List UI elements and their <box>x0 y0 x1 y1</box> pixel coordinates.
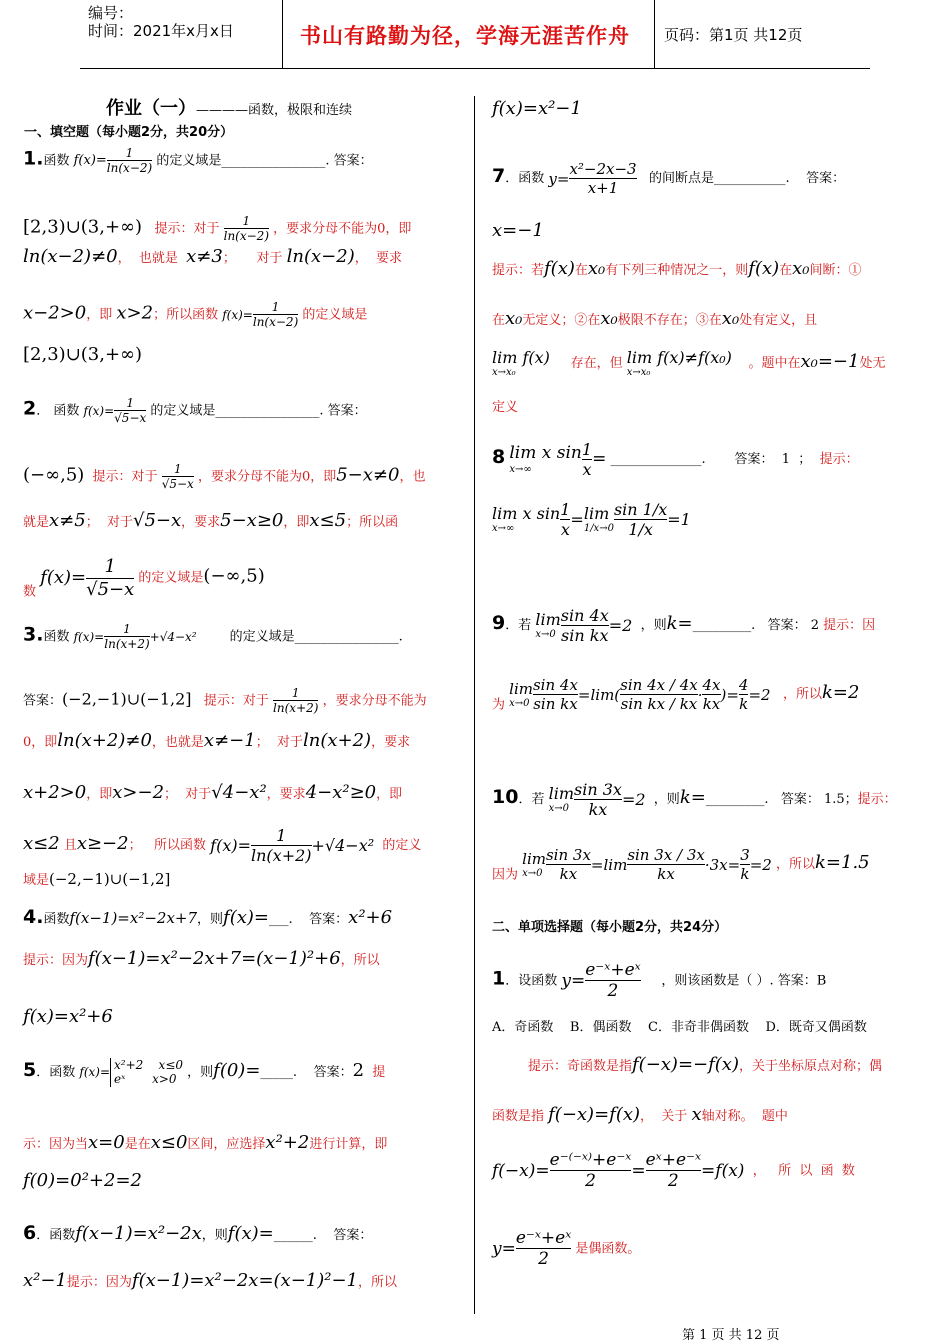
q1-result: [2,3)∪(3,+∞) <box>23 344 143 365</box>
question-9: 9．若 lim x→0 $\frac{\sin 4x}{\text{sin kx}}$ =2 ，则k=_________. 答案： 2 提示：因 <box>492 606 876 646</box>
choice-question-1: 1．设函数 y= $\frac{\text{e⁻ˣ+eˣ}}{2}$ ，则该函数是（ ）. 答案：B <box>492 960 827 1002</box>
q3-hint-line: x≤2 且x≥−2； 所以函数 f(x)= $\frac{1}{\ln(x+2)}$ +√4−x² 的定义 <box>23 826 422 866</box>
q7-hint-line: 提示：若f(x)在x₀有下列三种情况之一，则f(x)在x₀间断：① <box>492 258 862 279</box>
q3-result: 域是(−2,−1)∪(−1,2] <box>23 870 171 888</box>
q4-hint-line: 提示：因为f(x−1)=x²−2x+7=(x−1)²+6，所以 <box>23 948 380 969</box>
c1-hint-line: y= $\frac{\text{e⁻ˣ+eˣ}}{2}$ 是偶函数。 <box>492 1228 641 1270</box>
q4-result: f(x)=x²+6 <box>23 1006 113 1027</box>
column-divider <box>474 96 475 1314</box>
question-10: 10．若 lim x→0 $\frac{\sin 3x}{kx}$ =2 ，则k=_________. 答案： 1.5；提示： <box>492 780 897 820</box>
q3-hint-line: x+2>0，即x>−2； 对于√4−x²，要求4−x²≥0，即 <box>23 782 403 803</box>
q1-hint-line: x−2>0，即 x>2；所以函数 f(x)= $\frac{1}{\ln(x-2)}$ 的定义域是 <box>23 300 368 330</box>
page-footer: 第 1 页 共 12 页 <box>682 1328 780 1343</box>
q6-hint-line: x²−1提示：因为f(x−1)=x²−2x=(x−1)²−1，所以 <box>23 1270 398 1291</box>
question-7: 7．函数 y= $\frac{\text{x²−2x−3}}{x+1}$ 的间断点是___________. 答案： <box>492 160 846 197</box>
c1-hint-line: f(−x)= $\frac{\text{e⁻⁽⁻ˣ⁾+e⁻ˣ}}{2}$ = $\frac{\text{eˣ+e⁻ˣ}}{2}$ =f(x) ， 所 以 函 数 <box>492 1150 855 1192</box>
q7-hint-end: 定义 <box>492 400 519 415</box>
title-main: 作业（一） <box>106 98 196 119</box>
page-title <box>106 98 352 120</box>
header-divider <box>282 0 283 68</box>
q2-hint-line: 就是x≠5； 对于√5−x，要求5−x≥0，即x≤5；所以函 <box>23 510 399 531</box>
q2-hint-line: 数 f(x)= $\frac{1}{√5-x}$ 的定义域是(−∞,5) <box>23 556 265 600</box>
question-6: 6．函数f(x−1)=x²−2x，则f(x)=______. 答案： <box>23 1222 373 1244</box>
q3-hint-line: 0，即ln(x+2)≠0，也就是x≠−1； 对于ln(x+2)，要求 <box>23 730 411 751</box>
q3-answer-line: 答案：(−2,−1)∪(−1,2] 提示：对于 $\frac{1}{\ln(x+2)}$ ，要求分母不能为 <box>23 686 427 716</box>
header-page: 页码：第1页 共12页 <box>664 26 803 44</box>
q8-hint-line: lim x sin x→∞ $\frac{1}{x}$ = lim 1/x→0 $\frac{\sin 1/x}{1/x}$ =1 <box>492 500 691 540</box>
question-1: 1.函数 f(x)= $\frac{1}{\ln(x-2)}$ 的定义域是________________. 答案： <box>23 146 373 176</box>
c1-hint-line: 函数是指 f(−x)=f(x)， 关于 x轴对称。 题中 <box>492 1104 788 1125</box>
q7-hint-line: lim f(x) x→x₀ 存在，但 lim f(x)≠f(x₀) x→x₀ 。题中在x₀=−1处无 <box>492 348 886 379</box>
q10-hint-line: 因为 lim x→0 $\frac{\sin 3x}{kx}$ =lim $\frac{\sin 3x / 3x}{kx}$ ·3x= $\frac{3}{k}$ =2 ，所以k=1.5 <box>492 846 870 883</box>
q7-answer: x=−1 <box>492 220 544 241</box>
q5-result: f(0)=0²+2=2 <box>23 1170 142 1191</box>
section-heading: 二、单项选择题（每小题2分，共24分） <box>492 920 728 935</box>
title-sub: ————函数，极限和连续 <box>196 103 353 118</box>
q9-hint-line: 为 lim x→0 $\frac{\sin 4x}{\text{sin kx}}$ =lim( $\frac{\sin 4x / 4x}{\text{sin kx / kx}}$ · $\frac{4x}{kx}$ )= $\frac{4}{k}$ =2 ，所以k=2 <box>492 676 860 713</box>
q2-answer-line: (−∞,5) 提示：对于 $\frac{1}{√5-x}$ ，要求分母不能为0，即5−x≠0，也 <box>23 462 426 492</box>
q6-result: f(x)=x²−1 <box>492 98 582 119</box>
header-time: 时间：2021年x月x日 <box>88 22 234 40</box>
choice-options: A．奇函数 B．偶函数 C．非奇非偶函数 D．既奇又偶函数 <box>492 1020 867 1035</box>
header-divider <box>654 0 655 68</box>
question-2: 2． 函数 f(x)= $\frac{1}{√5-x}$ 的定义域是________________. 答案： <box>23 396 367 426</box>
section-heading: 一、填空题（每小题2分，共20分） <box>24 125 234 140</box>
header-motto: 书山有路勤为径，学海无涯苦作舟 <box>300 24 630 48</box>
q1-answer-line: [2,3)∪(3,+∞) 提示：对于 $\frac{1}{\ln(x-2)}$ ，要求分母不能为0，即 <box>23 214 412 244</box>
q5-hint-line: 示：因为当x=0是在x≤0区间，应选择x²+2进行计算，即 <box>23 1132 388 1153</box>
q1-hint-line: ln(x−2)≠0， 也就是 x≠3； 对于 ln(x−2)， 要求 <box>23 246 402 267</box>
header-number: 编号： <box>88 4 134 22</box>
question-3: 3.函数 f(x)= $\frac{1}{\ln(x+2)}$ +√4−x² 的定义域是________________. <box>23 622 403 652</box>
question-8: 8 lim x sin x→∞ $\frac{1}{x}$ = ______________. 答案： 1 ； 提示： <box>492 440 859 480</box>
c1-hint-line: 提示：奇函数是指f(−x)=−f(x)，关于坐标原点对称；偶 <box>528 1054 882 1075</box>
question-4: 4.函数f(x−1)=x²−2x+7，则f(x)=___. 答案：x²+6 <box>23 906 393 928</box>
question-5: 5．函数 f(x)= x²+2 x≤0 eˣ x>0 ，则f(0)=_____. 答案：2 提 <box>23 1058 386 1087</box>
q7-hint-line: 在x₀无定义；②在x₀极限不存在；③在x₀处有定义，且 <box>492 308 818 329</box>
